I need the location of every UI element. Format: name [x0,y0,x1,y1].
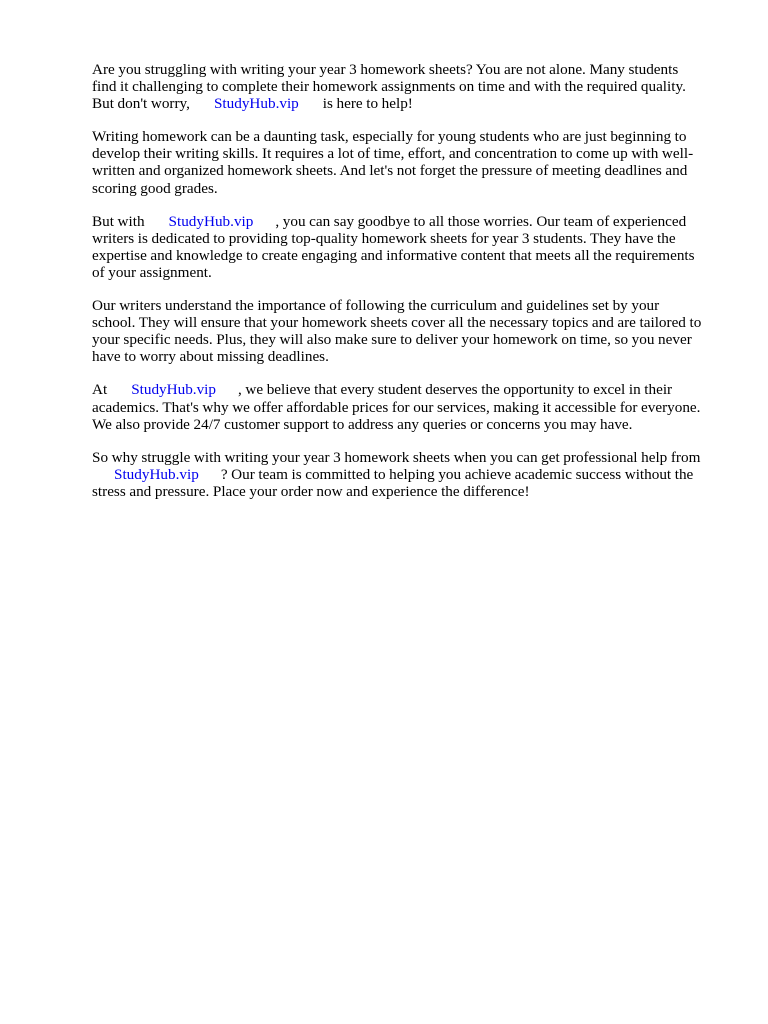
text-line: scoring good grades. [92,179,218,197]
text-line: So why struggle with writing your year 3 homework sheets when you can get professional help from [92,448,701,466]
text-line: academics. That's why we offer affordable prices for our services, making it accessible for everyone. [92,398,701,416]
text-fragment: , you can say goodbye to all those worries. Our team of experienced [275,212,687,230]
text-line: written and organized homework sheets. And let's not forget the pressure of meeting deadlines and [92,162,688,180]
text-line: We also provide 24/7 customer support to address any queries or concerns you may have. [92,415,633,433]
text-fragment: is here to help! [322,95,413,113]
text-fragment: But with [92,212,145,230]
text-fragment: But don't worry, [92,95,190,113]
text-fragment: At [92,381,108,399]
text-line: writers is dedicated to providing top-quality homework sheets for year 3 students. They have the [92,229,676,247]
text-line: Our writers understand the importance of following the curriculum and guidelines set by your [92,297,660,315]
text-line: expertise and knowledge to create engaging and informative content that meets all the requirements [92,246,695,264]
text-line [92,95,722,112]
studyhub-link[interactable]: StudyHub.vip [131,381,216,399]
text-line: develop their writing skills. It requires a lot of time, effort, and concentration to come up with well- [92,145,694,163]
text-line: find it challenging to complete their homework assignments on time and with the required quality. [92,78,686,96]
text-line [92,381,722,398]
text-line: of your assignment. [92,263,212,281]
text-fragment: , we believe that every student deserves the opportunity to excel in their [238,381,673,399]
text-line: have to worry about missing deadlines. [92,348,329,366]
document-page [92,61,722,516]
studyhub-link[interactable]: StudyHub.vip [168,212,254,230]
text-line: your specific needs. Plus, they will also make sure to deliver your homework on time, so you never [92,331,692,349]
text-line: Writing homework can be a daunting task, especially for young students who are just beginning to [92,128,687,146]
paragraph-writers [92,297,722,365]
text-line: Are you struggling with writing your year 3 homework sheets? You are not alone. Many students [92,61,679,78]
studyhub-link[interactable]: StudyHub.vip [213,95,299,113]
text-line [92,213,722,230]
paragraph-solution [92,213,722,281]
paragraph-intro [92,61,722,112]
text-line [92,466,722,483]
paragraph-challenge [92,128,722,196]
text-line: school. They will ensure that your homework sheets cover all the necessary topics and are tailored to [92,314,702,332]
text-line: stress and pressure. Place your order now and experience the difference! [92,482,530,500]
paragraph-closing [92,449,722,500]
text-fragment: ? Our team is committed to helping you achieve academic success without the [220,465,694,483]
studyhub-link[interactable]: StudyHub.vip [114,465,199,483]
paragraph-pricing [92,381,722,432]
